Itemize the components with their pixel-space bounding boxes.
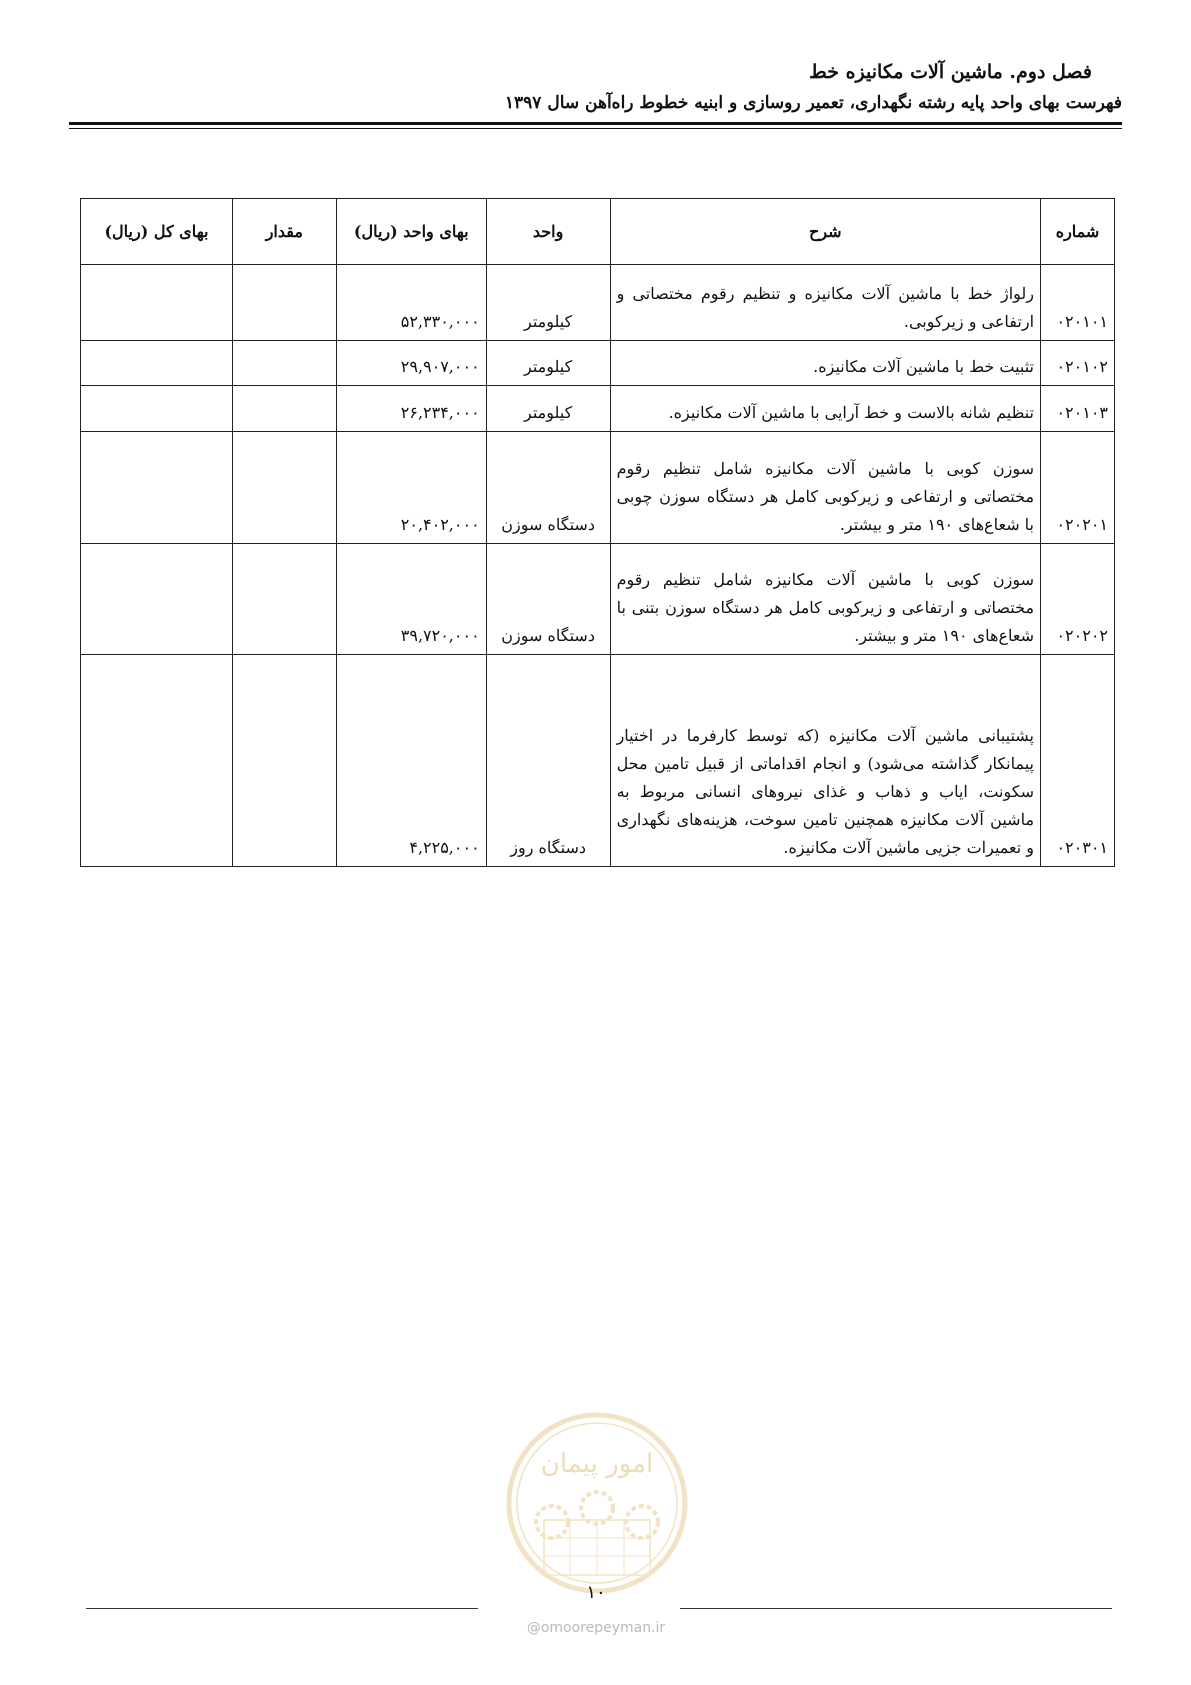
- document-subtitle: فهرست بهای واحد پایه رشته نگهداری، تعمیر روسازی و ابنیه خطوط راه‌آهن سال ۱۳۹۷: [504, 93, 1122, 113]
- page-number: ۱۰: [586, 1582, 606, 1603]
- item-unit: دستگاه روز: [486, 655, 610, 867]
- item-unit: دستگاه سوزن: [486, 432, 610, 544]
- item-code: ۰۲۰۱۰۱: [1041, 265, 1115, 341]
- table-row: [81, 544, 1115, 655]
- item-code: ۰۲۰۳۰۱: [1041, 655, 1115, 867]
- item-quantity-cell[interactable]: [232, 341, 336, 386]
- price-list-table: [80, 198, 1115, 867]
- header-code: شماره: [1041, 199, 1115, 265]
- header-unit-price: بهای واحد (ریال): [336, 199, 486, 265]
- website-watermark: @omoorepeyman.ir: [526, 1620, 666, 1636]
- item-quantity-cell[interactable]: [232, 386, 336, 432]
- item-description: رلواژ خط با ماشین آلات مکانیزه و تنظیم رقوم مختصاتی و ارتفاعی و زیرکوبی.: [610, 265, 1040, 341]
- item-description: پشتیبانی ماشین آلات مکانیزه (که توسط کارفرما در اختیار پیمانکار گذاشته می‌شود) و انجام اقداماتی از قبیل تامین محل سکونت، ایاب و ذهاب و غذای نیروهای انسانی مربوط به ماشین آلات مکانیزه همچنین تامین سوخت، هزینه‌های نگهداری و تعمیرات جزیی ماشین آلات مکانیزه.: [610, 655, 1040, 867]
- table-row: [81, 432, 1115, 544]
- header-total-price: بهای کل (ریال): [81, 199, 233, 265]
- footer-rule-right: [680, 1608, 1112, 1609]
- footer-rule-left: [86, 1608, 478, 1609]
- item-unit: دستگاه سوزن: [486, 544, 610, 655]
- item-unit-price: ۴,۲۲۵,۰۰۰: [336, 655, 486, 867]
- header-rule-thick: [69, 122, 1122, 125]
- item-total-cell[interactable]: [81, 386, 233, 432]
- item-total-cell[interactable]: [81, 341, 233, 386]
- item-unit-price: ۲۰,۴۰۲,۰۰۰: [336, 432, 486, 544]
- table-header-row: [81, 199, 1115, 265]
- item-code: ۰۲۰۱۰۳: [1041, 386, 1115, 432]
- item-quantity-cell[interactable]: [232, 432, 336, 544]
- item-unit: کیلومتر: [486, 386, 610, 432]
- item-unit-price: ۲۹,۹۰۷,۰۰۰: [336, 341, 486, 386]
- item-quantity-cell[interactable]: [232, 265, 336, 341]
- item-quantity-cell[interactable]: [232, 544, 336, 655]
- page-header: [69, 58, 1122, 116]
- item-code: ۰۲۰۲۰۲: [1041, 544, 1115, 655]
- item-total-cell[interactable]: [81, 655, 233, 867]
- item-code: ۰۲۰۲۰۱: [1041, 432, 1115, 544]
- chapter-title: فصل دوم. ماشین آلات مکانیزه خط: [809, 61, 1092, 83]
- item-unit-price: ۲۶,۲۳۴,۰۰۰: [336, 386, 486, 432]
- item-total-cell[interactable]: [81, 544, 233, 655]
- watermark-logo-icon: [504, 1410, 690, 1596]
- header-quantity: مقدار: [232, 199, 336, 265]
- item-description: تنظیم شانه بالاست و خط آرایی با ماشین آلات مکانیزه.: [610, 386, 1040, 432]
- item-description: تثبیت خط با ماشین آلات مکانیزه.: [610, 341, 1040, 386]
- item-total-cell[interactable]: [81, 265, 233, 341]
- table-row: [81, 265, 1115, 341]
- item-total-cell[interactable]: [81, 432, 233, 544]
- item-unit: کیلومتر: [486, 265, 610, 341]
- table-row: [81, 386, 1115, 432]
- item-unit-price: ۵۲,۳۳۰,۰۰۰: [336, 265, 486, 341]
- item-quantity-cell[interactable]: [232, 655, 336, 867]
- header-description: شرح: [610, 199, 1040, 265]
- header-unit: واحد: [486, 199, 610, 265]
- header-rule-thin: [69, 128, 1122, 129]
- item-code: ۰۲۰۱۰۲: [1041, 341, 1115, 386]
- watermark-text: امور پیمان: [540, 1449, 654, 1479]
- item-description: سوزن کوبی با ماشین آلات مکانیزه شامل تنظیم رقوم مختصاتی و ارتفاعی و زیرکوبی کامل هر دستگاه سوزن چوبی با شعاع‌های ۱۹۰ متر و بیشتر.: [610, 432, 1040, 544]
- table-row: [81, 341, 1115, 386]
- item-unit: کیلومتر: [486, 341, 610, 386]
- item-description: سوزن کوبی با ماشین آلات مکانیزه شامل تنظیم رقوم مختصاتی و ارتفاعی و زیرکوبی کامل هر دستگاه سوزن بتنی با شعاع‌های ۱۹۰ متر و بیشتر.: [610, 544, 1040, 655]
- table-row: [81, 655, 1115, 867]
- item-unit-price: ۳۹,۷۲۰,۰۰۰: [336, 544, 486, 655]
